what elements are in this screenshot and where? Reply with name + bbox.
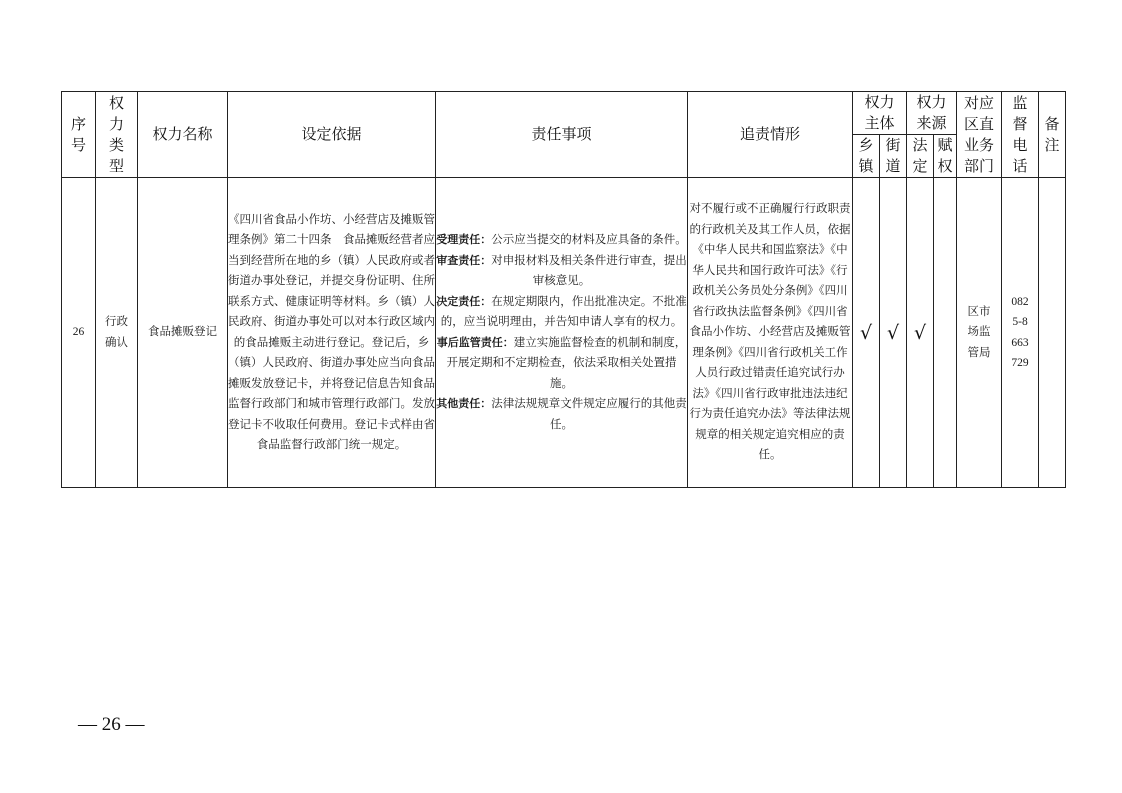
page-number: — 26 — bbox=[78, 714, 145, 735]
header-basis: 设定依据 bbox=[228, 92, 436, 178]
row-power-name: 食品摊贩登记 bbox=[138, 178, 228, 488]
header-statutory: 法 定 bbox=[907, 135, 934, 178]
responsibility-item: 事后监管责任：建立实施监督检查的机制和制度，开展定期和不定期检查，依法采取相关处置措施。 bbox=[436, 335, 687, 390]
row-basis: 《四川省食品小作坊、小经营店及摊贩管理条例》第二十四条 食品摊贩经营者应当到经营所在地的乡（镇）人民政府或者街道办事处登记，并提交身份证明、住所联系方式、健康证明等材料。乡（镇）人民政府、街道办事处可以对本行政区域内的食品摊贩主动进行登记。登记后，乡（镇）人民政府、街道办事处应当向食品摊贩发放登记卡，并将登记信息告知食品监督行政部门和城市管理行政部门。发放登记卡不收取任何费用。登记卡式样由省食品监督行政部门统一规定。 bbox=[228, 178, 436, 488]
header-power-type: 权 力 类 型 bbox=[96, 92, 138, 178]
row-accountability: 对不履行或不正确履行行政职责的行政机关及其工作人员，依据《中华人民共和国监察法》《中华人民共和国行政许可法》《行政机关公务员处分条例》《四川省行政执法监督条例》《四川省食品小作坊、小经营店及摊贩管理条例》《四川省行政机关工作人员行政过错责任追究试行办法》《四川省行政审批违法违纪行为责任追究办法》等法律法规规章的相关规定追究相应的责任。 bbox=[688, 178, 853, 488]
header-seq: 序 号 bbox=[62, 92, 96, 178]
row-department: 区市 场监 管局 bbox=[957, 178, 1002, 488]
header-power-subject: 权力 主体 bbox=[853, 92, 907, 135]
header-township: 乡 镇 bbox=[853, 135, 880, 178]
responsibility-item: 其他责任：法律法规规章文件规定应履行的其他责任。 bbox=[436, 397, 687, 431]
responsibility-item: 决定责任：在规定期限内，作出批准决定。不批准的，应当说明理由，并告知申请人享有的权力。 bbox=[436, 294, 687, 328]
header-accountability: 追责情形 bbox=[688, 92, 853, 178]
header-power-source: 权力 来源 bbox=[907, 92, 957, 135]
header-street: 街 道 bbox=[880, 135, 907, 178]
township-check-mark: √ bbox=[853, 178, 880, 488]
statutory-check-mark: √ bbox=[907, 178, 934, 488]
row-power-type: 行政 确认 bbox=[96, 178, 138, 488]
row-responsibility bbox=[436, 178, 688, 488]
responsibility-item: 审查责任：对申报材料及相关条件进行审查，提出审核意见。 bbox=[436, 253, 687, 287]
power-list-table bbox=[61, 91, 1066, 488]
header-power-name: 权力名称 bbox=[138, 92, 228, 178]
granted-cell bbox=[934, 178, 957, 488]
header-responsibility: 责任事项 bbox=[436, 92, 688, 178]
row-seq: 26 bbox=[62, 178, 96, 488]
header-granted: 赋 权 bbox=[934, 135, 957, 178]
row-remarks bbox=[1039, 178, 1066, 488]
street-check-mark: √ bbox=[880, 178, 907, 488]
header-department: 对应 区直 业务 部门 bbox=[957, 92, 1002, 178]
responsibility-item: 受理责任：公示应当提交的材料及应具备的条件。 bbox=[436, 233, 687, 246]
header-remarks: 备 注 bbox=[1039, 92, 1066, 178]
header-phone: 监 督 电 话 bbox=[1002, 92, 1039, 178]
table-row bbox=[62, 178, 1066, 488]
row-phone: 082 5-8 663 729 bbox=[1002, 178, 1039, 488]
